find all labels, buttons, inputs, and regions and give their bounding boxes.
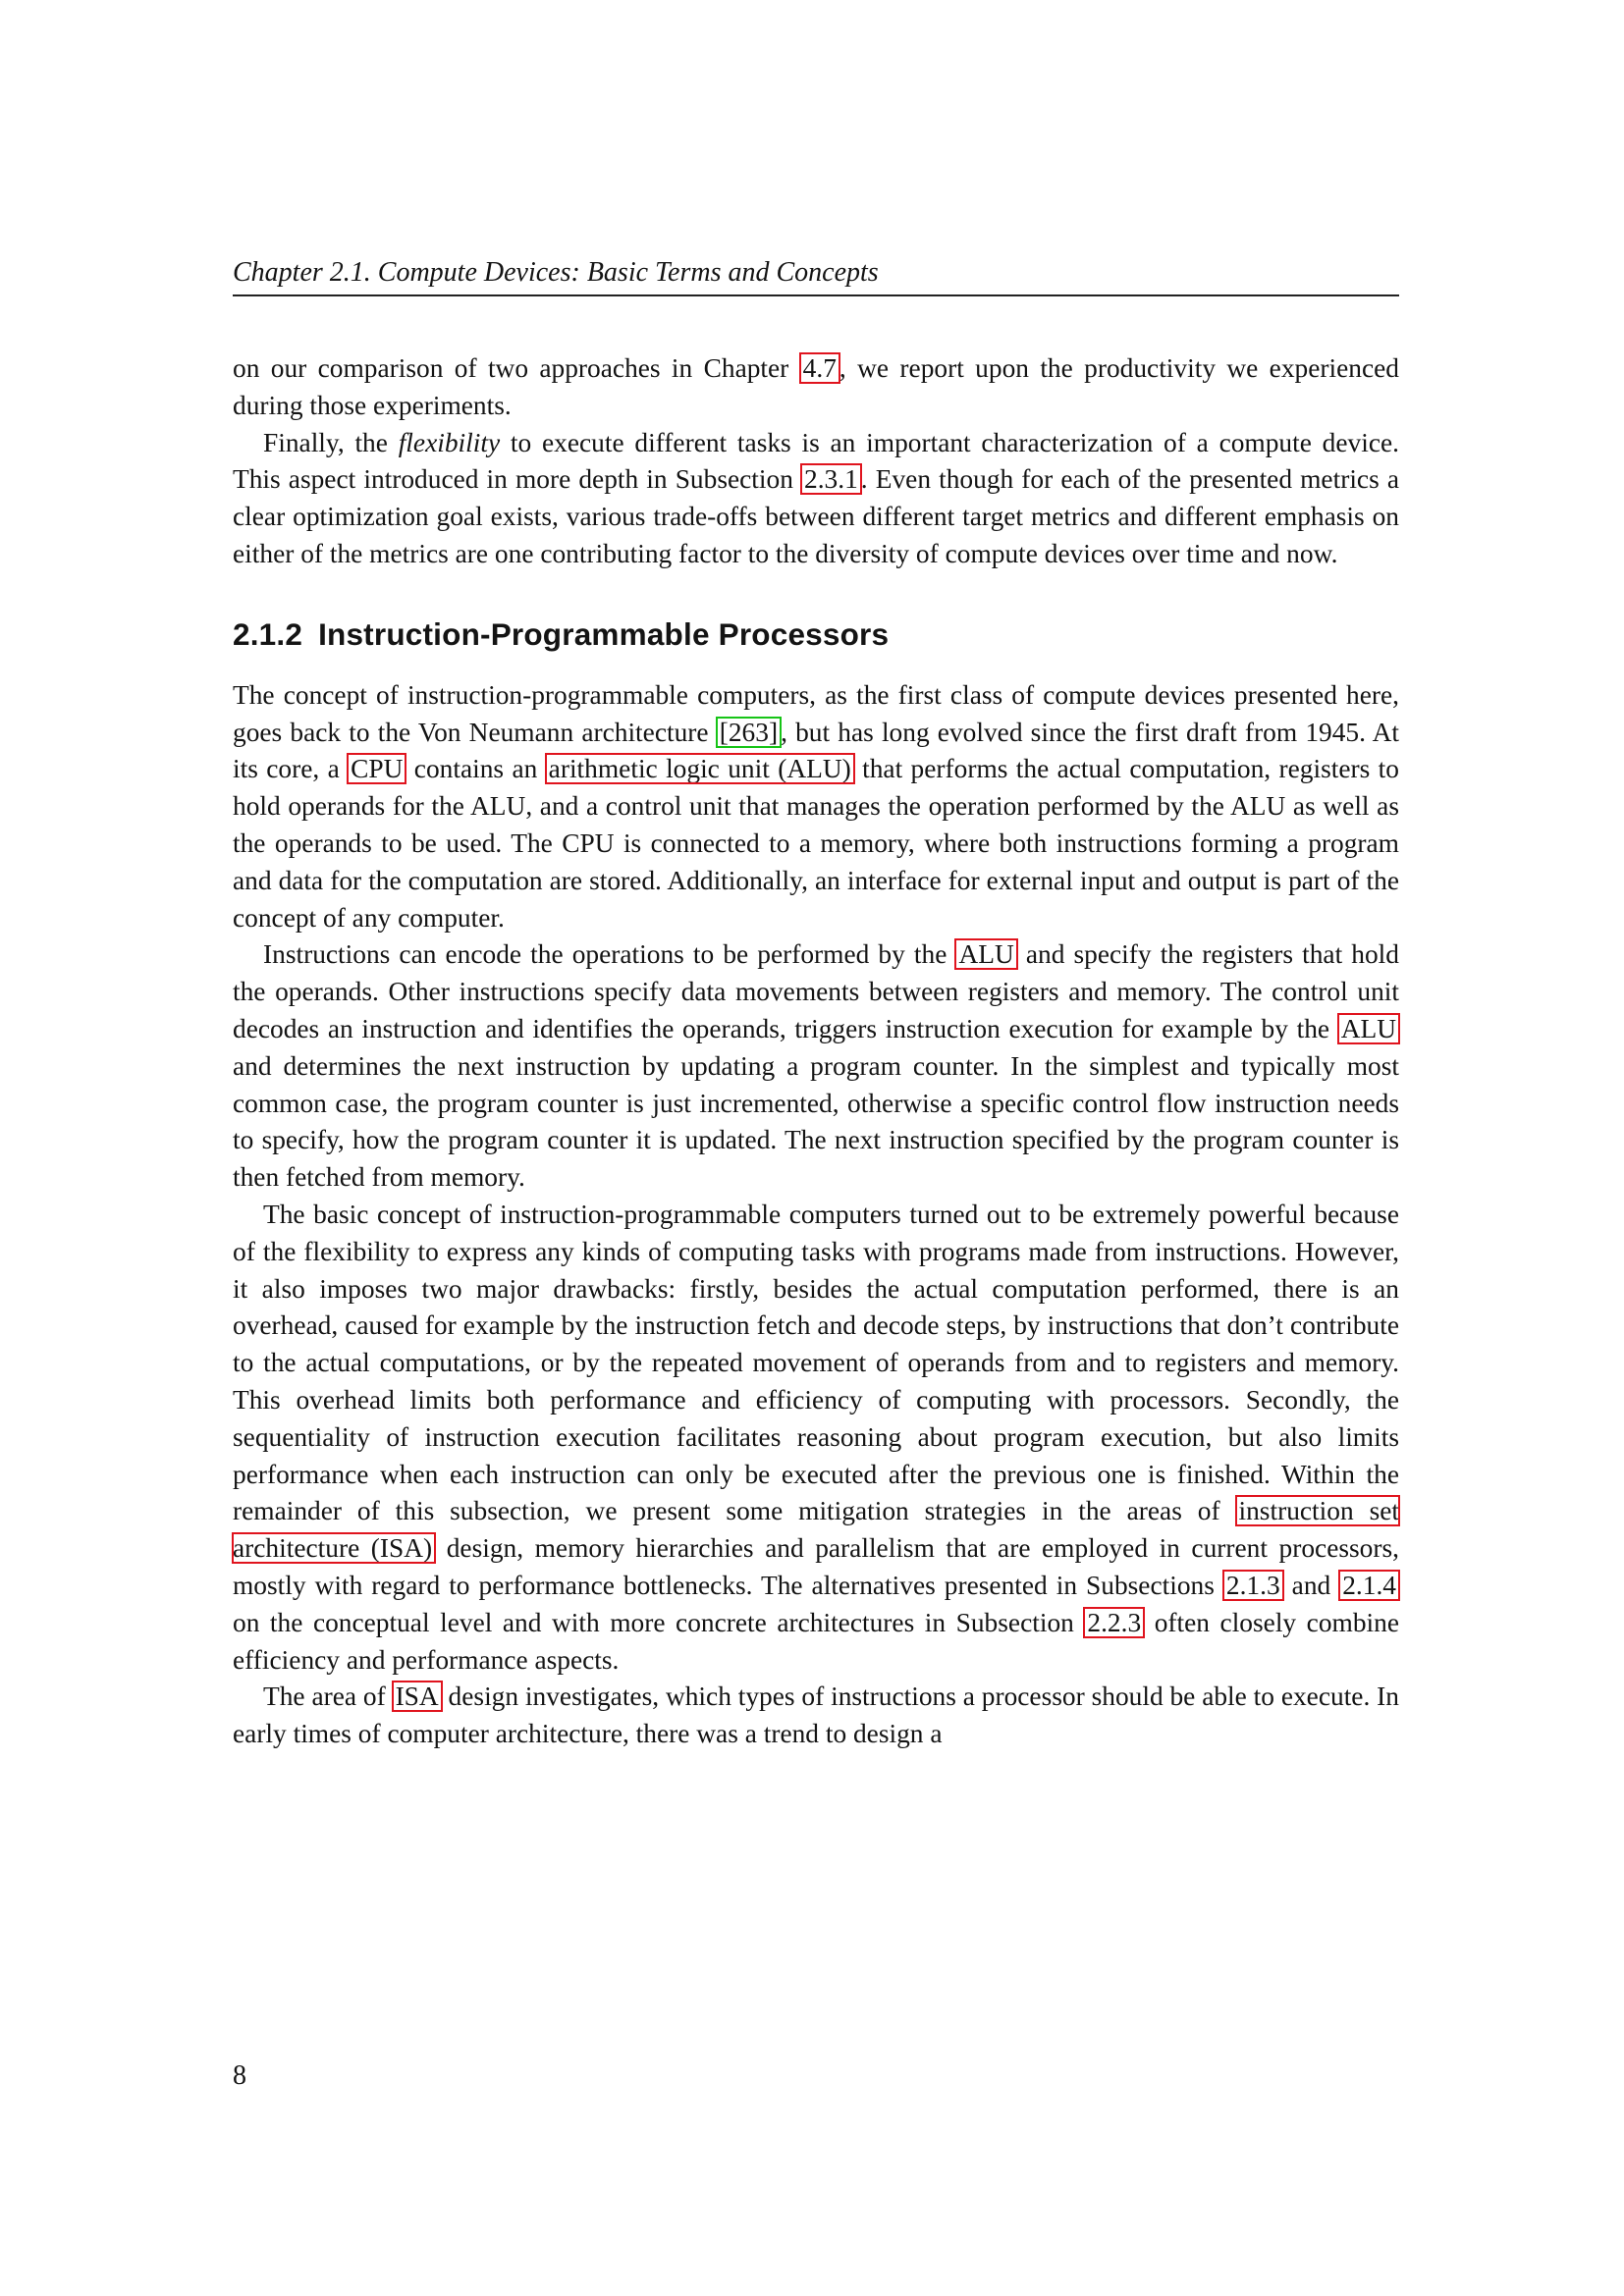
chapter-ref-link[interactable]: 4.7 (800, 353, 839, 383)
acronym-link-alu[interactable]: ALU (1338, 1014, 1399, 1043)
paragraph-2 (233, 425, 1399, 573)
running-header-title: Chapter 2.1. Compute Devices: Basic Terms and Concepts (233, 257, 879, 288)
subsection-ref-link[interactable]: 2.3.1 (801, 464, 861, 494)
emphasis-text: flexibility (398, 427, 501, 457)
text-run: that performs the actual computation, registers to hold operands for the ALU, and a control unit that manages the operation performed by the ALU as well as the operands to be used. The CPU is connected to a memory, where both instructions forming a program and data for the computation are stored. Additionally, an interface for external input and output is part of the concept of any computer. (233, 754, 1399, 933)
acronym-link-cpu[interactable]: CPU (348, 754, 406, 783)
running-header (233, 253, 1399, 296)
text-run: and specify the registers that hold the operands. Other instructions specify data movements between registers and memory. The control unit decodes an instruction and identifies the operands, triggers instruction execution for example by the (233, 939, 1399, 1043)
text-run: to execute different tasks is an important characterization of a compute device. This aspect introduced in more depth in Subsection (233, 427, 1399, 495)
text-run: , we report upon the productivity we experienced during those experiments. (233, 353, 1399, 420)
subsection-ref-link[interactable]: 2.1.4 (1339, 1571, 1399, 1600)
paragraph-6 (233, 1679, 1399, 1753)
text-run: and determines the next instruction by updating a program counter. In the simplest and typically most common case, the program counter is just incremented, otherwise a specific control flow instruction needs to specify, how the program counter it is updated. The next instruction specified by the program counter is then fetched from memory. (233, 1050, 1399, 1193)
text-run: , but has long evolved since the first draft from 1945. At its core, a (233, 717, 1399, 784)
acronym-link-alu[interactable]: ALU (955, 939, 1016, 969)
acronym-link-alu-definition[interactable]: arithmetic logic unit (ALU) (546, 754, 854, 783)
text-run: The basic concept of instruction-programmable computers turned out to be extremely powerful because of the flexibility to express any kinds of computing tasks with programs made from instructions. However, it also imposes two major drawbacks: firstly, besides the actual computation performed, there is an overhead, caused for example by the instruction fetch and decode steps, by instructions that don’t contribute to the actual computations, or by the repeated movement of operands from and to registers and memory. This overhead limits both performance and efficiency of computing with processors. Secondly, the sequentiality of instruction execution facilitates reasoning about program execution, but also limits performance when each instruction can only be executed after the previous one is finished. Within the remainder of this subsection, we present some mitigation strategies in the areas of (233, 1199, 1399, 1526)
text-run: Instructions can encode the operations to be performed by the (263, 939, 956, 970)
page-number: 8 (233, 2060, 246, 2091)
paragraph-3 (233, 677, 1399, 937)
paragraph-5 (233, 1197, 1399, 1679)
text-run: and (1282, 1570, 1340, 1600)
subsection-ref-link[interactable]: 2.1.3 (1223, 1571, 1283, 1600)
text-run: design, memory hierarchies and parallelism that are employed in current processors, mostly with regard to performance bottlenecks. The alternatives presented in Subsections (233, 1533, 1399, 1600)
text-run: design investigates, which types of instructions a processor should be able to execute. In early times of computer architecture, there was a trend to design a (233, 1682, 1399, 1749)
text-run: Finally, the (263, 427, 399, 457)
text-run: The concept of instruction-programmable computers, as the first class of compute devices presented here, goes back to the Von Neumann architecture (233, 679, 1399, 747)
text-run: . Even though for each of the presented metrics a clear optimization goal exists, various trade-offs between different target metrics and different emphasis on either of the metrics are one contributing factor to the diversity of compute devices over time and now. (233, 464, 1400, 568)
body-text (233, 350, 1399, 1753)
paragraph-4 (233, 936, 1399, 1197)
section-heading (233, 614, 1399, 654)
text-run: contains an (406, 754, 546, 784)
section-title: Instruction-Programmable Processors (318, 615, 890, 652)
section-number: 2.1.2 (233, 615, 303, 652)
subsection-ref-link[interactable]: 2.2.3 (1084, 1608, 1144, 1637)
text-run: on the conceptual level and with more concrete architectures in Subsection (233, 1607, 1085, 1637)
citation-link[interactable]: [263] (717, 718, 781, 747)
acronym-link-isa[interactable]: ISA (393, 1682, 442, 1711)
paragraph-1 (233, 350, 1399, 425)
text-run: often closely combine efficiency and performance aspects. (233, 1607, 1399, 1675)
acronym-link-isa-definition[interactable]: instruction set architecture (ISA) (233, 1496, 1399, 1564)
text-run: The area of (263, 1682, 393, 1712)
text-run: on our comparison of two approaches in Chapter (233, 353, 800, 383)
